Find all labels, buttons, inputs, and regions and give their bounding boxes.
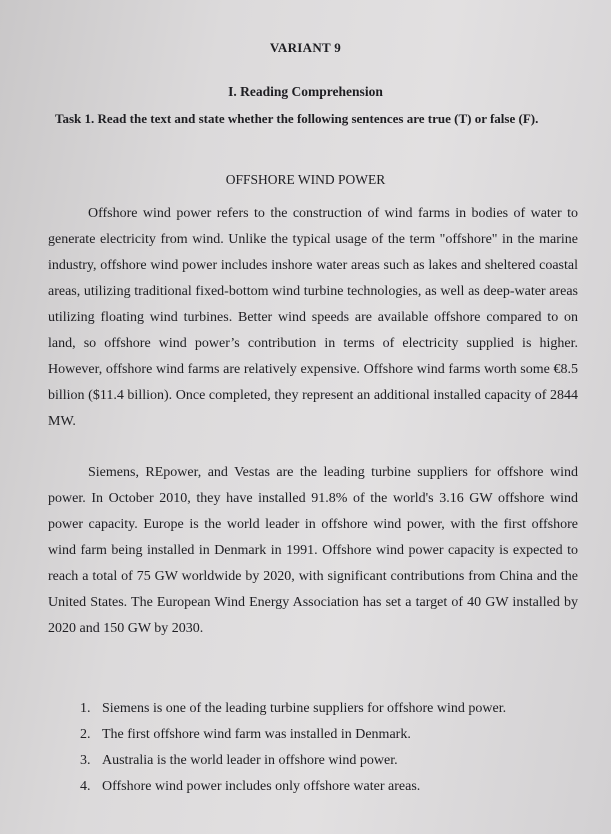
question-text: Australia is the world leader in offshore wind power. [102, 753, 398, 768]
question-number: 4. [80, 779, 91, 794]
question-list [80, 696, 600, 800]
section-heading: I. Reading Comprehension [228, 84, 383, 99]
question-text: The first offshore wind farm was installed in Denmark. [102, 727, 411, 742]
question-text: Offshore wind power includes only offshore water areas. [102, 779, 421, 794]
article-paragraph-2: Siemens, REpower, and Vestas are the leading turbine suppliers for offshore wind power. In October 2010, they have installed 91.8% of the world's 3.16 GW offshore wind power capacity. Europe is the world leader in offshore wind power, with the first offshore wind farm being installed in Denmark in 1991. Offshore wind power capacity is expected to reach a total of 75 GW worldwide by 2020, with significant contributions from China and the United States. The European Wind Energy Association has set a target of 40 GW installed by 2020 and 150 GW by 2030. [48, 465, 578, 636]
question-item [80, 748, 600, 774]
question-number: 2. [80, 727, 91, 742]
question-number: 3. [80, 753, 91, 768]
question-text: Siemens is one of the leading turbine suppliers for offshore wind power. [102, 701, 507, 716]
article-paragraph-1: Offshore wind power refers to the construction of wind farms in bodies of water to generate electricity from wind. Unlike the typical usage of the term "offshore" in the marine industry, offshore wind power includes inshore water areas such as lakes and sheltered coastal areas, utilizing traditional fixed-bottom wind turbine technologies, as well as deep-water areas utilizing floating wind turbines. Better wind speeds are available offshore compared to on land, so offshore wind power’s contribution in terms of electricity supplied is higher. However, offshore wind farms are relatively expensive. Offshore wind farms worth some €8.5 billion ($11.4 billion). Once completed, they represent an additional installed capacity of 2844 MW. [48, 206, 578, 429]
question-item [80, 722, 600, 748]
article-title: OFFSHORE WIND POWER [225, 172, 386, 187]
question-item [80, 774, 600, 800]
question-number: 1. [80, 701, 91, 716]
task-instruction: Task 1. Read the text and state whether the following sentences are true (T) or false (F). [55, 111, 539, 126]
variant-heading: VARIANT 9 [269, 40, 342, 55]
question-item [80, 696, 600, 722]
